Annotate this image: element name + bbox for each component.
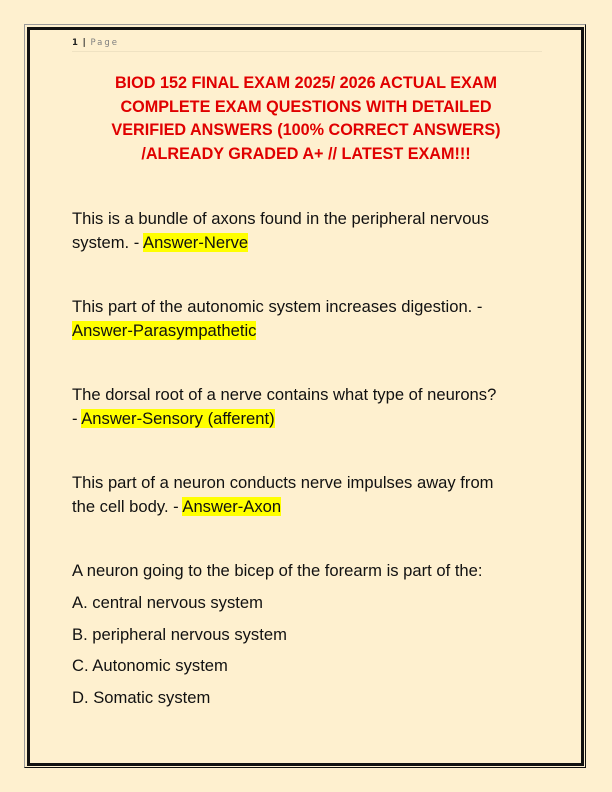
answer-highlight: Answer-Nerve (143, 233, 249, 252)
mcq-option-b: B. peripheral nervous system (72, 625, 287, 644)
title-line: VERIFIED ANSWERS (100% CORRECT ANSWERS) (111, 121, 501, 139)
title-line: BIOD 152 FINAL EXAM 2025/ 2026 ACTUAL EXAM (114, 74, 498, 92)
title-line: /ALREADY GRADED A+ // LATEST EXAM!!! (141, 144, 471, 163)
question-text: The dorsal root of a nerve contains what type of neurons? (72, 385, 497, 404)
question-item (72, 383, 552, 431)
question-item (72, 207, 552, 255)
question-text-cont: - (72, 409, 82, 428)
page-header (72, 36, 542, 52)
question-text: This is a bundle of axons found in the peripheral nervous (72, 209, 489, 228)
mcq-stem: A neuron going to the bicep of the forearm is part of the: (72, 561, 483, 580)
question-text: This part of a neuron conducts nerve impulses away from (72, 473, 494, 492)
question-text-cont: system. - (72, 233, 143, 252)
document-title (66, 72, 546, 166)
mcq-option-d: D. Somatic system (72, 688, 211, 707)
page-number: 1 (72, 38, 78, 48)
page-separator: | (82, 38, 86, 48)
answer-highlight: Answer-Sensory (afferent) (81, 409, 275, 428)
page-label: Page (90, 38, 120, 48)
title-line: COMPLETE EXAM QUESTIONS WITH DETAILED (120, 97, 492, 116)
question-item (72, 295, 552, 343)
question-item (72, 471, 552, 519)
mcq-option-a: A. central nervous system (72, 593, 263, 612)
mcq-option-c: C. Autonomic system (72, 656, 228, 675)
answer-highlight: Answer-Axon (182, 497, 282, 516)
question-text-cont: the cell body. - (72, 497, 183, 516)
answer-highlight: Answer-Parasympathetic (72, 321, 257, 340)
question-text: This part of the autonomic system increases digestion. - (72, 297, 483, 316)
